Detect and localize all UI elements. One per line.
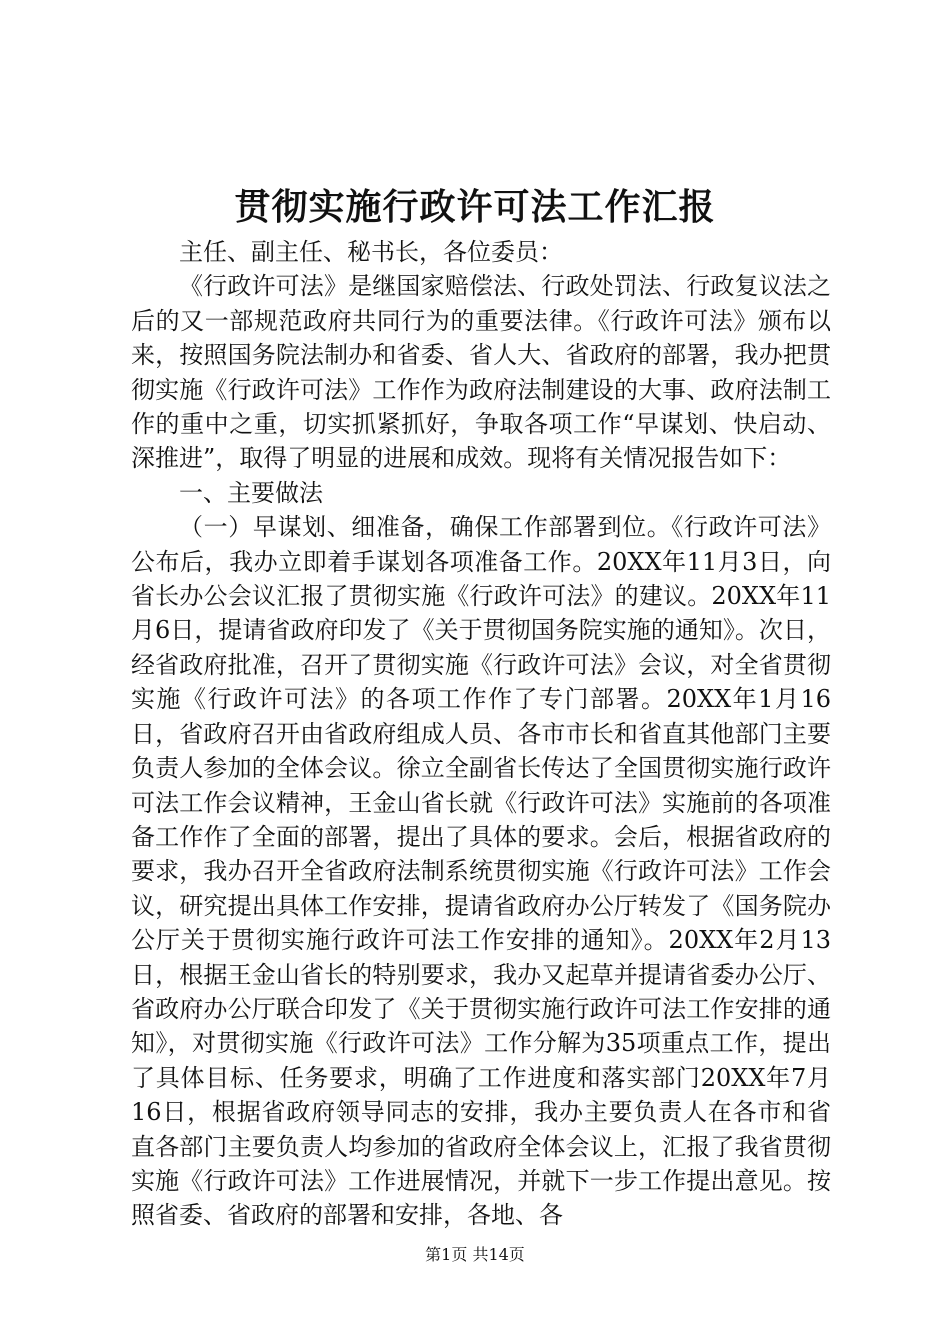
document-body [131, 235, 831, 1233]
document-title: 贯彻实施行政许可法工作汇报 [234, 186, 716, 228]
page-footer: 第1页 共14页 [425, 1245, 525, 1264]
section-heading: 一、主要做法 [179, 478, 323, 507]
salutation: 主任、副主任、秘书长，各位委员： [179, 238, 563, 266]
paragraph-measures: （一）早谋划、细准备，确保工作部署到位。《行政许可法》公布后，我办立即着手谋划各项准备工作。20XX年11月3日，向省长办公会议汇报了贯彻实施《行政许可法》的建议。20XX年11月6日，提请省政府印发了《关于贯彻国务院实施的通知》。次日，经省政府批准，召开了贯彻实施《行政许可法》会议，对全省贯彻实施《行政许可法》的各项工作作了专门部署。20XX年1月16日，省政府召开由省政府组成人员、各市市长和省直其他部门主要负责人参加的全体会议。徐立全副省长传达了全国贯彻实施行政许可法工作会议精神，王金山省长就《行政许可法》实施前的各项准备工作作了全面的部署，提出了具体的要求。会后，根据省政府的要求，我办召开全省政府法制系统贯彻实施《行政许可法》工作会议，研究提出具体工作安排，提请省政府办公厅转发了《国务院办公厅关于贯彻实施行政许可法工作安排的通知》。20XX年2月13日，根据王金山省长的特别要求，我办又起草并提请省委办公厅、省政府办公厅联合印发了《关于贯彻实施行政许可法工作安排的通知》，对贯彻实施《行政许可法》工作分解为35项重点工作，提出了具体目标、任务要求，明确了工作进度和落实部门20XX年7月16日，根据省政府领导同志的安排，我办主要负责人在各市和省直各部门主要负责人均参加的省政府全体会议上，汇报了我省贯彻实施《行政许可法》工作进展情况，并就下一步工作提出意见。按照省委、省政府的部署和安排，各地、各 [131, 513, 831, 1230]
paragraph-intro: 《行政许可法》是继国家赔偿法、行政处罚法、行政复议法之后的又一部规范政府共同行为的重要法律。《行政许可法》颁布以来，按照国务院法制办和省委、省人大、省政府的部署，我办把贯彻实施《行政许可法》工作作为政府法制建设的大事、政府法制工作的重中之重，切实抓紧抓好，争取各项工作“早谋划、快启动、深推进”，取得了明显的进展和成效。现将有关情况报告如下： [131, 272, 831, 473]
